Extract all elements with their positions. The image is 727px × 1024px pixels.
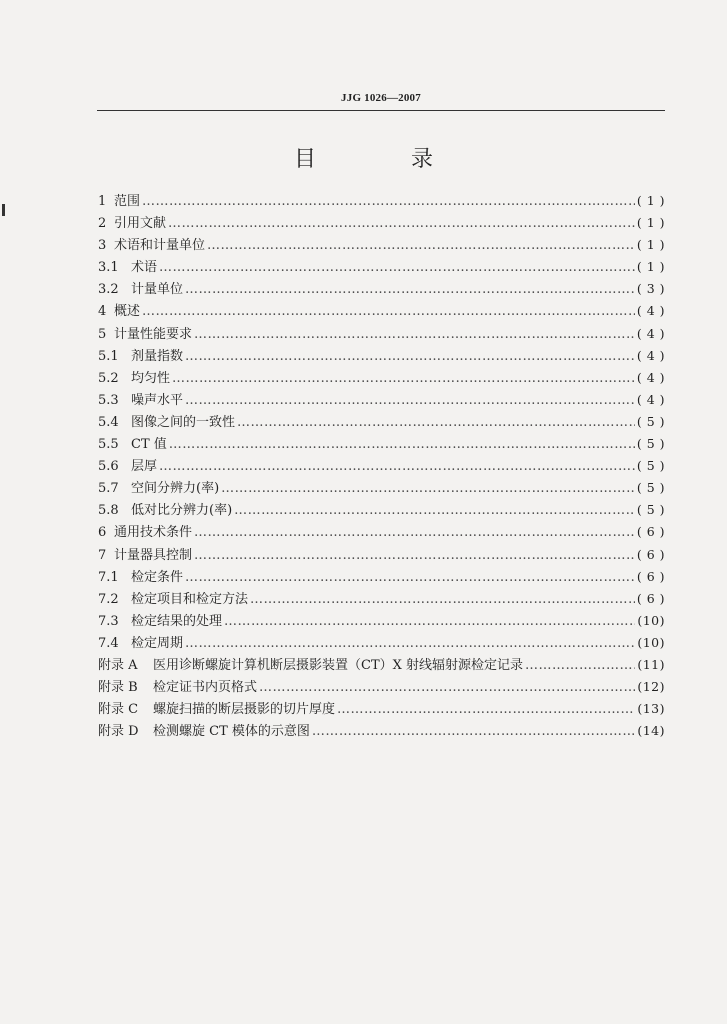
toc-entry-title: 剂量指数 [131, 348, 184, 364]
toc-leader-dots [172, 368, 635, 390]
toc-entry-title: 医用诊断螺旋计算机断层摄影装置（CT）X 射线辐射源检定记录 [153, 657, 524, 673]
toc-leader-dots [159, 257, 635, 279]
toc-entry-title: 检定条件 [131, 569, 184, 585]
toc-entry-number: 5.2 [98, 370, 119, 386]
toc-entry-number: 5.7 [98, 481, 119, 497]
toc-entry-title: 计量性能要求 [114, 326, 193, 342]
toc-entry-page: ( 1 ) [636, 215, 665, 231]
toc-entry-number: 4 [98, 304, 107, 320]
toc-entry-title: 计量单位 [131, 282, 184, 298]
toc-entry-page: ( 6 ) [636, 546, 665, 562]
toc-entry-number: 附录 C [98, 702, 139, 718]
toc-entry-title: 检定项目和检定方法 [131, 591, 249, 607]
toc-entry-page: ( 6 ) [636, 590, 665, 606]
toc-entry-number: 5 [98, 326, 107, 342]
toc-entry-title: 术语和计量单位 [114, 238, 206, 254]
page-title: 目 录 [294, 147, 477, 172]
toc-entry-page: ( 5 ) [636, 458, 665, 474]
toc-entry[interactable] [98, 588, 665, 610]
toc-leader-dots [224, 611, 635, 633]
toc-entry-number: 7.2 [98, 591, 119, 607]
toc-entry[interactable] [98, 234, 665, 256]
toc-entry-page: ( 4 ) [636, 325, 665, 341]
toc-entry-title: 计量器具控制 [114, 547, 193, 563]
toc-leader-dots [259, 677, 635, 699]
toc-entry[interactable] [98, 256, 665, 278]
toc-leader-dots [168, 213, 635, 235]
toc-entry-title: 检定周期 [131, 635, 184, 651]
toc-leader-dots [185, 390, 635, 412]
toc-leader-dots [234, 500, 635, 522]
toc-entry[interactable] [98, 411, 665, 433]
toc-entry[interactable] [98, 521, 665, 543]
table-of-contents [98, 190, 665, 742]
toc-leader-dots [194, 522, 635, 544]
toc-leader-dots [207, 235, 635, 257]
toc-entry[interactable] [98, 433, 665, 455]
toc-leader-dots [221, 478, 635, 500]
toc-entry-number: 5.1 [98, 348, 119, 364]
toc-entry-page: (12) [637, 679, 665, 695]
toc-leader-dots [194, 324, 635, 346]
toc-entry-number: 附录 D [98, 724, 139, 740]
toc-entry-number: 5.4 [98, 414, 119, 430]
toc-entry[interactable] [98, 455, 665, 477]
toc-entry-page: ( 5 ) [636, 436, 665, 452]
toc-entry[interactable] [98, 610, 665, 632]
toc-entry-number: 5.3 [98, 392, 119, 408]
toc-entry[interactable] [98, 278, 665, 300]
toc-entry[interactable] [98, 544, 665, 566]
toc-entry-title: 检定证书内页格式 [153, 680, 258, 696]
toc-entry-number: 附录 B [98, 680, 138, 696]
toc-entry-page: ( 3 ) [636, 281, 665, 297]
toc-entry-page: ( 4 ) [636, 303, 665, 319]
toc-leader-dots [169, 434, 635, 456]
toc-entry-page: (11) [637, 656, 665, 672]
toc-entry-page: (14) [637, 723, 665, 739]
toc-entry[interactable] [98, 566, 665, 588]
toc-entry-title: 概述 [114, 304, 141, 320]
toc-leader-dots [312, 721, 635, 743]
toc-entry-page: (10) [637, 634, 665, 650]
toc-leader-dots [142, 191, 635, 213]
toc-entry[interactable] [98, 698, 665, 720]
toc-entry-page: ( 6 ) [636, 524, 665, 540]
toc-entry[interactable] [98, 499, 665, 521]
toc-entry-page: ( 4 ) [636, 347, 665, 363]
toc-entry-title: 范围 [114, 194, 141, 209]
toc-entry-number: 7 [98, 547, 107, 563]
toc-entry-title: 螺旋扫描的断层摄影的切片厚度 [153, 702, 336, 718]
toc-leader-dots [250, 589, 635, 611]
toc-entry-title: 均匀性 [131, 370, 171, 386]
toc-entry-title: 检测螺旋 CT 模体的示意图 [153, 724, 310, 740]
toc-entry-number: 5.8 [98, 503, 119, 519]
toc-entry[interactable] [98, 300, 665, 322]
toc-entry-number: 5.6 [98, 459, 119, 475]
toc-entry-page: ( 6 ) [636, 568, 665, 584]
toc-entry-number: 3 [98, 238, 107, 254]
toc-entry-number: 2 [98, 216, 107, 232]
toc-leader-dots [159, 456, 635, 478]
toc-leader-dots [185, 567, 635, 589]
toc-entry-title: 检定结果的处理 [131, 613, 223, 629]
toc-leader-dots [185, 279, 635, 301]
toc-entry[interactable] [98, 632, 665, 654]
toc-entry-title: 空间分辨力(率) [131, 481, 220, 497]
toc-entry-page: (13) [637, 701, 665, 717]
toc-entry-title: 通用技术条件 [114, 525, 193, 541]
toc-entry[interactable] [98, 323, 665, 345]
toc-entry-page: ( 5 ) [636, 480, 665, 496]
toc-entry[interactable] [98, 190, 665, 212]
toc-entry[interactable] [98, 212, 665, 234]
toc-leader-dots [237, 412, 635, 434]
toc-entry-number: 7.1 [98, 569, 119, 585]
toc-entry[interactable] [98, 676, 665, 698]
toc-entry-number: 3.2 [98, 282, 119, 298]
toc-entry-page: ( 1 ) [636, 237, 665, 253]
toc-entry-page: ( 1 ) [636, 259, 665, 275]
toc-entry-number: 7.3 [98, 613, 119, 629]
toc-entry-page: ( 5 ) [636, 502, 665, 518]
toc-entry-title: 图像之间的一致性 [131, 414, 236, 430]
toc-entry-number: 3.1 [98, 260, 119, 276]
toc-entry-title: 术语 [131, 260, 158, 276]
toc-entry-page: (10) [637, 612, 665, 628]
toc-entry-number: 5.5 [98, 437, 119, 453]
toc-entry-page: ( 1 ) [636, 193, 665, 208]
toc-leader-dots [185, 346, 635, 368]
toc-entry[interactable] [98, 345, 665, 367]
toc-leader-dots [185, 633, 635, 655]
toc-entry[interactable] [98, 367, 665, 389]
toc-leader-dots [337, 699, 635, 721]
toc-entry-page: ( 4 ) [636, 369, 665, 385]
toc-entry-title: 低对比分辨力(率) [131, 503, 233, 519]
toc-entry-number: 7.4 [98, 635, 119, 651]
toc-entry[interactable] [98, 654, 665, 676]
toc-leader-dots [194, 545, 635, 567]
toc-entry-number: 附录 A [98, 657, 138, 673]
toc-entry-title: CT 值 [131, 437, 167, 453]
toc-entry-title: 层厚 [131, 459, 158, 475]
toc-leader-dots [142, 301, 635, 323]
toc-entry[interactable] [98, 477, 665, 499]
toc-leader-dots [525, 655, 635, 677]
toc-entry-number: 1 [98, 194, 107, 209]
toc-entry-title: 引用文献 [114, 216, 167, 232]
toc-entry-title: 噪声水平 [131, 392, 184, 408]
toc-entry-page: ( 5 ) [636, 413, 665, 429]
toc-entry-number: 6 [98, 525, 107, 541]
toc-entry[interactable] [98, 389, 665, 411]
toc-entry[interactable] [98, 720, 665, 742]
toc-entry-page: ( 4 ) [636, 391, 665, 407]
standard-code-header: JJG 1026—2007 [341, 92, 421, 104]
scan-margin-mark [2, 204, 5, 216]
header-rule [97, 110, 665, 111]
